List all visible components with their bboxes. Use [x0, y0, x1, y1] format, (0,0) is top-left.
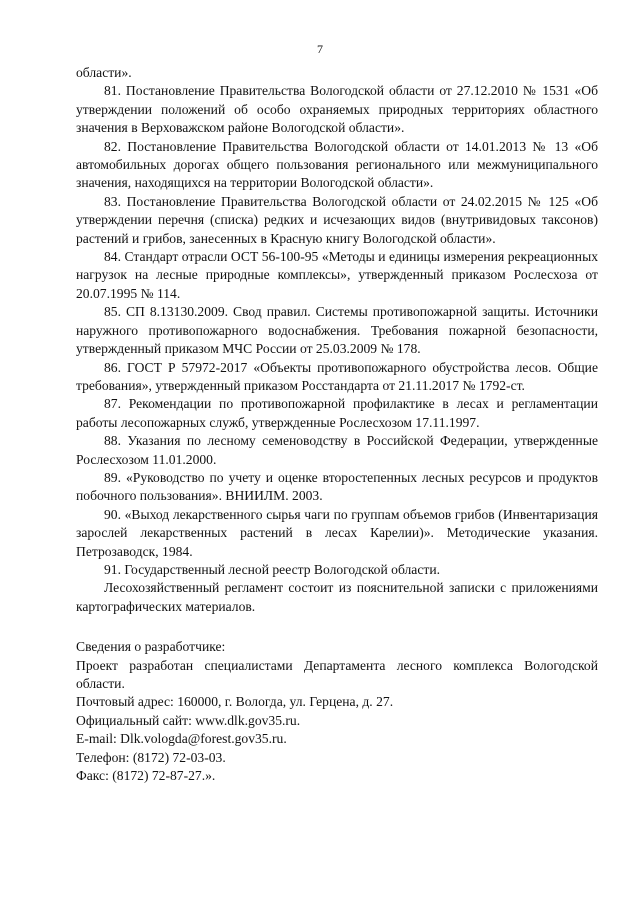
list-item-87: 87. Рекомендации по противопожарной профилактике в лесах и регламентации работы лесопожарных служб, утвержденные Рослесхозом 17.11.1997.: [76, 396, 598, 430]
developer-project: Проект разработан специалистами Департамента лесного комплекса Вологодской области.: [76, 657, 598, 691]
list-item-88: 88. Указания по лесному семеноводству в Российской Федерации, утвержденные Рослесхозом 11.01.2000.: [76, 433, 598, 467]
developer-email: E-mail: Dlk.vologda@forest.gov35.ru.: [76, 731, 287, 747]
developer-phone: Телефон: (8172) 72-03-03.: [76, 749, 226, 765]
list-item-82: 82. Постановление Правительства Вологодской области от 14.01.2013 № 13 «Об автомобильных дорогах общего пользования регионального или межмуниципального значения, находящихся на территории Вологодской области».: [76, 138, 598, 191]
developer-site: Официальный сайт: www.dlk.gov35.ru.: [76, 712, 301, 728]
list-item-89: 89. «Руководство по учету и оценке второстепенных лесных ресурсов и продуктов побочного пользования». ВНИИЛМ. 2003.: [76, 469, 598, 504]
list-item-83: 83. Постановление Правительства Вологодской области от 24.02.2015 № 125 «Об утверждении перечня (списка) редких и исчезающих видов (внутривидовых таксонов) растений и грибов, занесенных в Красную книгу Вологодской области».: [76, 193, 598, 246]
list-item-90: 90. «Выход лекарственного сырья чаги по группам объемов грибов (Инвентаризация зарослей лекарственных растений в лесах Карелии)». Методические указания. Петрозаводск, 1984.: [76, 506, 598, 559]
closing-paragraph: Лесохозяйственный регламент состоит из пояснительной записки с приложениями картографических материалов.: [76, 580, 598, 614]
developer-address: Почтовый адрес: 160000, г. Вологда, ул. Герцена, д. 27.: [76, 694, 394, 710]
list-item-84: 84. Стандарт отрасли ОСТ 56-100-95 «Методы и единицы измерения рекреационных нагрузок на лесные природные комплексы», утвержденный приказом Рослесхоза от 20.07.1995 № 114.: [76, 249, 598, 301]
list-item-81: 81. Постановление Правительства Вологодской области от 27.12.2010 № 1531 «Об утверждении положений об особо охраняемых природных территориях областного значения в Верховажском районе Вологодской области».: [76, 83, 598, 136]
document-body: [76, 64, 598, 785]
developer-info: [76, 638, 598, 785]
page-number: 7: [317, 42, 323, 56]
developer-heading: Сведения о разработчике:: [76, 639, 226, 655]
continuation-text: области».: [76, 65, 132, 80]
list-item-91: 91. Государственный лесной реестр Вологодской области.: [104, 561, 440, 577]
developer-fax: Факс: (8172) 72-87-27.».: [76, 768, 216, 784]
list-item-85: 85. СП 8.13130.2009. Свод правил. Системы противопожарной защиты. Источники наружного противопожарного водоснабжения. Требования пожарной безопасности, утвержденный приказом МЧС России от 25.03.2009 № 178.: [76, 304, 598, 357]
list-item-86: 86. ГОСТ Р 57972-2017 «Объекты противопожарного обустройства лесов. Общие требования», утвержденный приказом Росстандарта от 21.11.2017 № 1792-ст.: [76, 359, 598, 393]
